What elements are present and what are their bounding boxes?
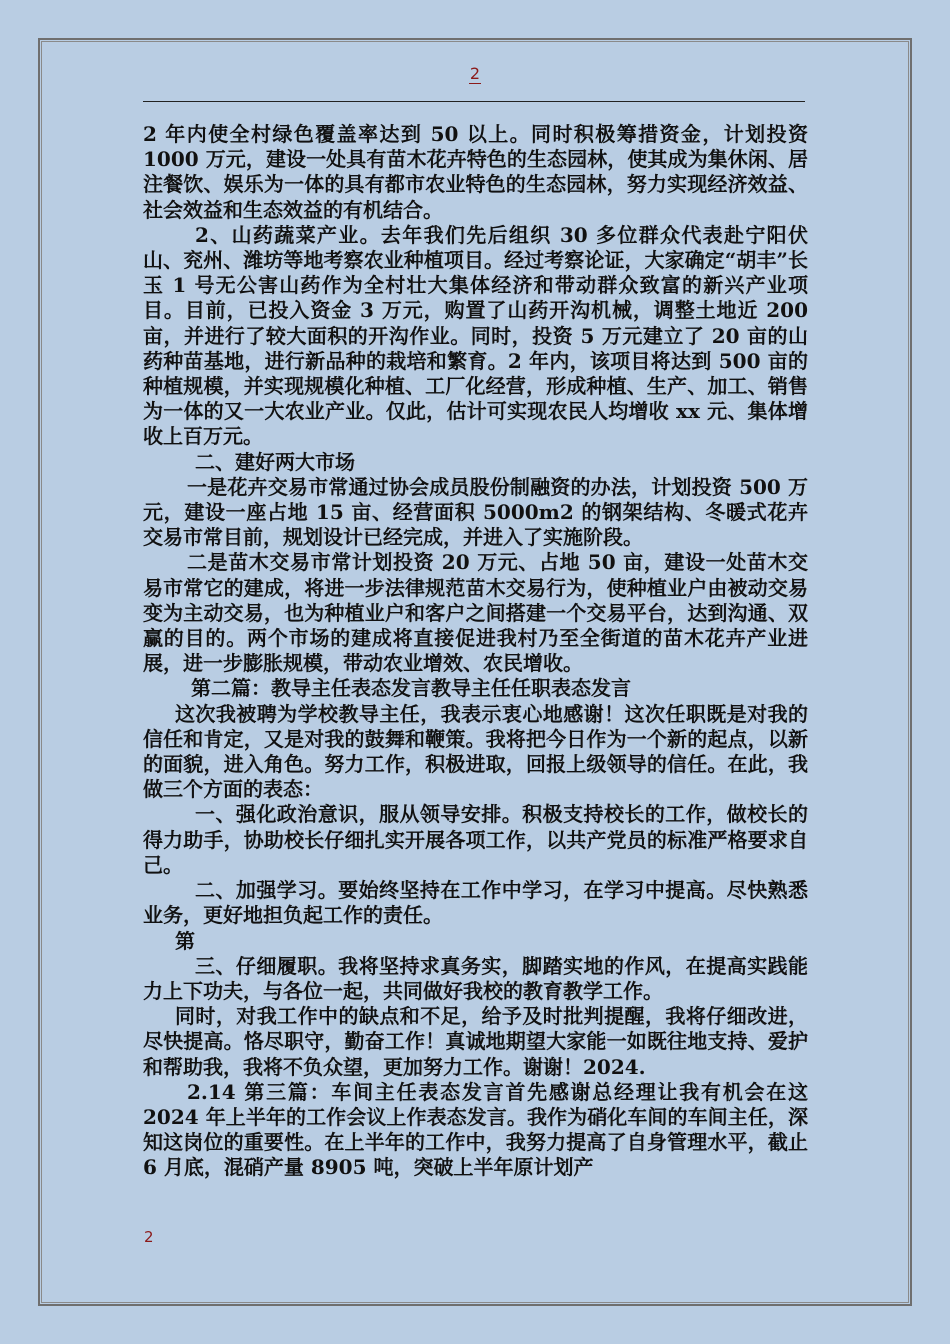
footer-page-number: 2 xyxy=(144,1228,154,1246)
paragraph: 同时，对我工作中的缺点和不足，给予及时批判提醒，我将仔细改进，尽快提高。恪尽职守，勤奋工作！真诚地期望大家能一如既往地支持、爱护和帮助我，我将不负众望，更加努力工作。谢谢！2024. xyxy=(143,1004,808,1079)
header-page-number: 2 xyxy=(469,64,481,83)
paragraph: 二、建好两大市场 xyxy=(195,449,355,474)
paragraph: 三、仔细履职。我将坚持求真务实，脚踏实地的作风，在提高实践能力上下功夫，与各位一起，共同做好我校的教育教学工作。 xyxy=(143,953,808,1003)
paragraph: 一是花卉交易市常通过协会成员股份制融资的办法，计划投资 500 万元，建设一座占地 15 亩、经营面积 5000m2 的钢架结构、冬暖式花卉交易市常目前，规划设计已经完成，并进入了实施阶段。 xyxy=(143,474,808,550)
paragraph: 这次我被聘为学校教导主任，我表示衷心地感谢！这次任职既是对我的信任和肯定，又是对我的鼓舞和鞭策。我将把今日作为一个新的起点，以新的面貌，进入角色。努力工作，积极进取，回报上级领导的信任。在此，我做三个方面的表态： xyxy=(143,701,808,802)
document-body xyxy=(143,122,808,1181)
paragraph: 一、强化政治意识，服从领导安排。积极支持校长的工作，做校长的得力助手，协助校长仔细扎实开展各项工作，以共产党员的标准严格要求自己。 xyxy=(143,802,808,877)
header-rule xyxy=(143,101,805,102)
paragraph: 第二篇：教导主任表态发言教导主任任职表态发言 xyxy=(191,676,631,701)
paragraph: 二是苗木交易市常计划投资 20 万元、占地 50 亩，建设一处苗木交易市常它的建成，将进一步法律规范苗木交易行为，使种植业户由被动交易变为主动交易，也为种植业户和客户之间搭建一个交易平台，达到沟通、双赢的目的。两个市场的建成将直接促进我村乃至全街道的苗木花卉产业进展，进一步膨胀规模，带动农业增效、农民增收。 xyxy=(143,550,808,676)
paragraph: 2.14 第三篇：车间主任表态发言首先感谢总经理让我有机会在这 2024 年上半年的工作会议上作表态发言。我作为硝化车间的车间主任，深知这岗位的重要性。在上半年的工作中，我努力提高了自身管理水平，截止 6 月底，混硝产量 8905 吨，突破上半年原计划产 xyxy=(143,1079,808,1180)
paragraph: 2 年内使全村绿色覆盖率达到 50 以上。同时积极筹措资金，计划投资 1000 万元，建设一处具有苗木花卉特色的生态园林，使其成为集休闲、居注餐饮、娱乐为一体的具有都市农业特色的生态园林，努力实现经济效益、社会效益和生态效益的有机结合。 xyxy=(143,122,808,222)
paragraph: 2、山药蔬菜产业。去年我们先后组织 30 多位群众代表赴宁阳伏山、兖州、潍坊等地考察农业种植项目。经过考察论证，大家确定“胡丰”长玉 1 号无公害山药作为全村壮大集体经济和带动群众致富的新兴产业项目。目前，已投入资金 3 万元，购置了山药开沟机械，调整土地近 200 亩，并进行了较大面积的开沟作业。同时，投资 5 万元建立了 20 亩的山药种苗基地，进行新品种的栽培和繁育。2 年内，该项目将达到 500 亩的种植规模，并实现规模化种植、工厂化经营，形成种植、生产、加工、销售为一体的又一大农业产业。仅此，估计可实现农民人均增收 xx 元、集体增收上百万元。 xyxy=(143,222,808,449)
paragraph: 二、加强学习。要始终坚持在工作中学习，在学习中提高。尽快熟悉业务，更好地担负起工作的责任。 xyxy=(143,878,808,928)
paragraph: 第 xyxy=(175,928,195,953)
